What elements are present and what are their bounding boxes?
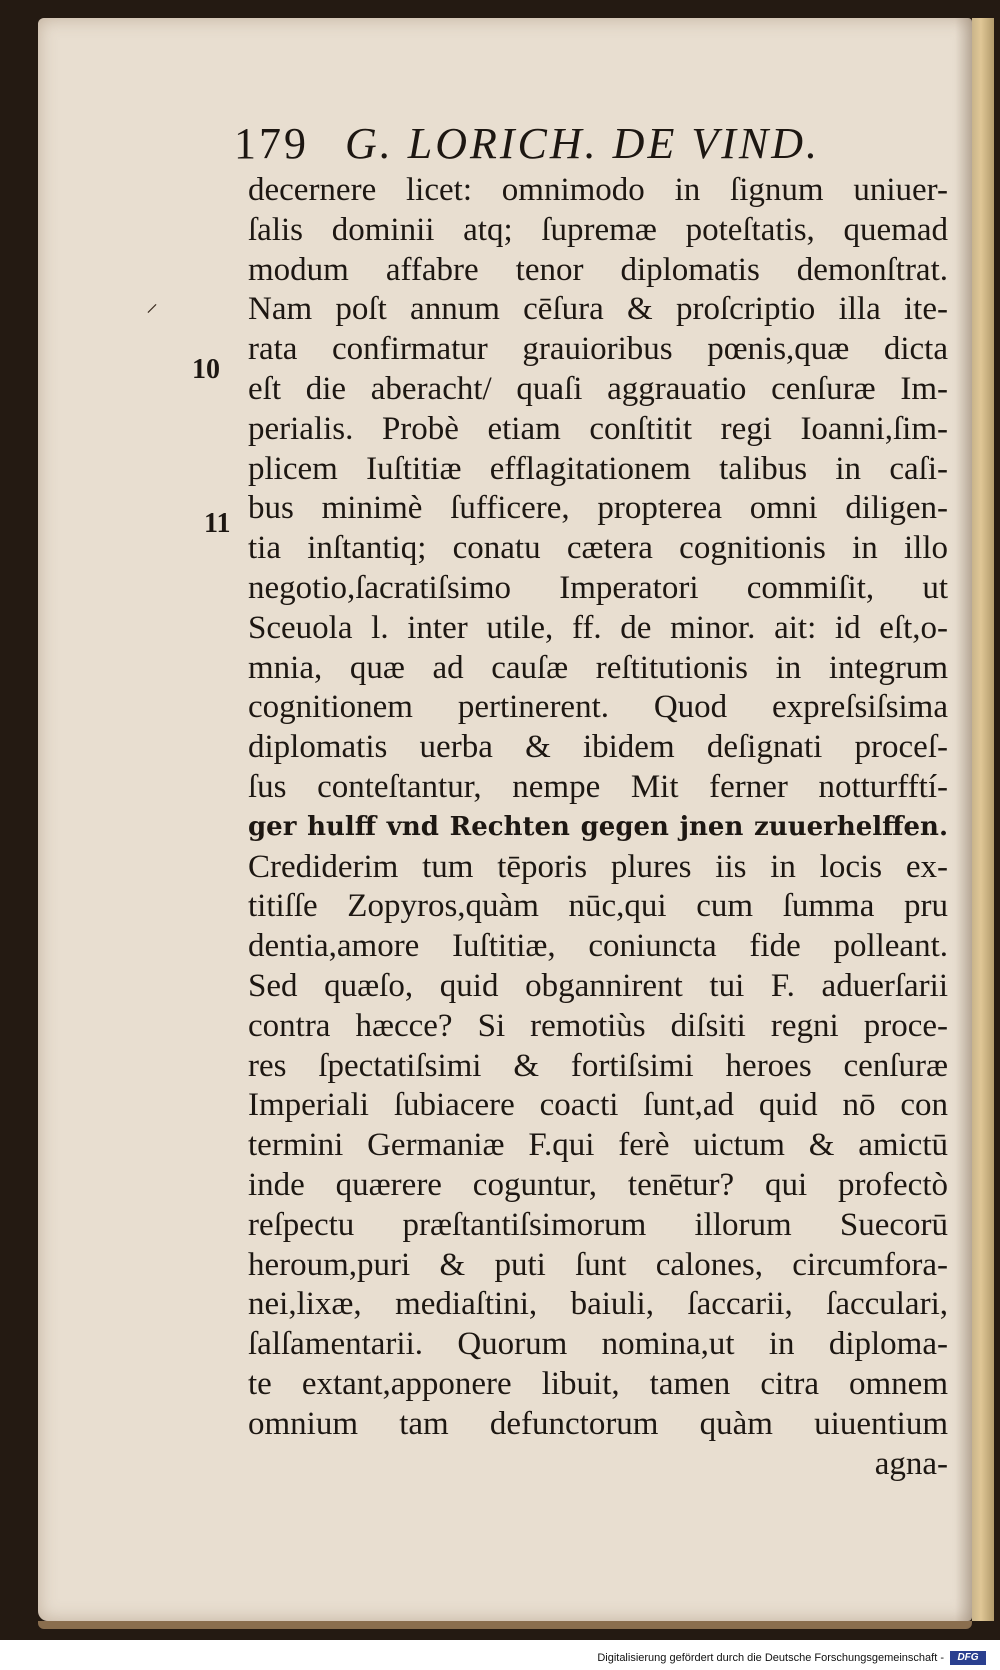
dfg-logo: DFG [950,1651,986,1665]
text-line: te extant,apponere libuit, tamen citra omnem [248,1365,948,1402]
text-line: Sceuola l. inter utile, ff. de minor. ait: id eſt,o- [248,609,948,646]
text-line: bus minimè ſufficere, propterea omni diligen- [248,490,948,527]
page-number: 179 [234,119,309,168]
text-line: Nam poſt annum cēſura & proſcriptio illa ite- [248,291,948,328]
text-line: contra hæcce? Si remotiùs diſsiti regni proce- [248,1007,948,1044]
text-line: diplomatis uerba & ibidem deſignati proceſ- [248,729,948,766]
text-line: decernere licet: omnimodo in ſignum uniuer- [248,172,948,208]
running-title: G. LORICH. DE VIND. [345,119,820,168]
text-line: termini Germaniæ F.qui ferè uictum & amictū [248,1127,948,1164]
text-line: dentia,amore Iuſtitiæ, coniuncta fide polleant. [248,928,948,965]
text-line: ſalis dominii atq; ſupremæ poteſtatis, quemad [248,211,948,248]
text-line: Sed quæſo, quid obgannirent tui F. aduerſarii [248,967,948,1004]
text-line: nei,lixæ, mediaſtini, baiuli, ſaccarii, ſacculari, [248,1286,948,1323]
book-spine [972,18,994,1621]
text-line: plicem Iuſtitiæ efflagitationem talibus in caſi- [248,450,948,487]
text-line: reſpectu præſtantiſsimorum illorum Suecorū [248,1206,948,1243]
text-line: rata confirmatur grauioribus pœnis,quæ dicta [248,331,948,368]
text-line: Crediderim tum tēporis plures iis in locis ex- [248,848,948,885]
catchword: agna- [874,1445,948,1482]
text-line: omnium tam defunctorum quàm uiuentium [248,1405,948,1442]
running-header [234,118,854,168]
margin-number: 10 [192,354,220,385]
page-bottom-edge [38,1621,972,1629]
funding-credit: Digitalisierung gefördert durch die Deutsche Forschungsgemeinschaft - [597,1652,944,1664]
text-line: ſus conteſtantur, nempe Mit ferner notturfftí- [248,768,948,805]
margin-mark: ⸝ [146,291,158,317]
text-line: tia inſtantiq; conatu cætera cognitionis in illo [248,530,948,567]
text-line: ſalſamentarii. Quorum nomina,ut in diploma- [248,1326,948,1363]
text-line: perialis. Probè etiam conſtitit regi Ioanni,ſim- [248,410,948,447]
text-line-german: ger hulff vnd Rechten gegen jnen zuuerhelffen. [248,811,948,842]
text-line: inde quærere coguntur, tenētur? qui profectò [248,1166,948,1203]
body-text [248,171,948,1484]
text-line: negotio,ſacratiſsimo Imperatori commiſit, ut [248,569,948,606]
text-line: eſt die aberacht/ quaſi aggrauatio cenſuræ Im- [248,370,948,407]
text-line: titiſſe Zopyros,quàm nūc,qui cum ſumma pru [248,888,948,925]
text-line: res ſpectatiſsimi & fortiſsimi heroes cenſuræ [248,1047,948,1084]
text-line: cognitionem pertinerent. Quod expreſsiſsima [248,689,948,726]
text-line: mnia, quæ ad cauſæ reſtitutionis in integrum [248,649,948,686]
text-line: heroum,puri & puti ſunt calones, circumfora- [248,1246,948,1283]
text-line: modum affabre tenor diplomatis demonſtrat. [248,251,948,288]
margin-number: 11 [204,508,231,539]
text-line: Imperiali ſubiacere coacti ſunt,ad quid nō con [248,1087,948,1124]
